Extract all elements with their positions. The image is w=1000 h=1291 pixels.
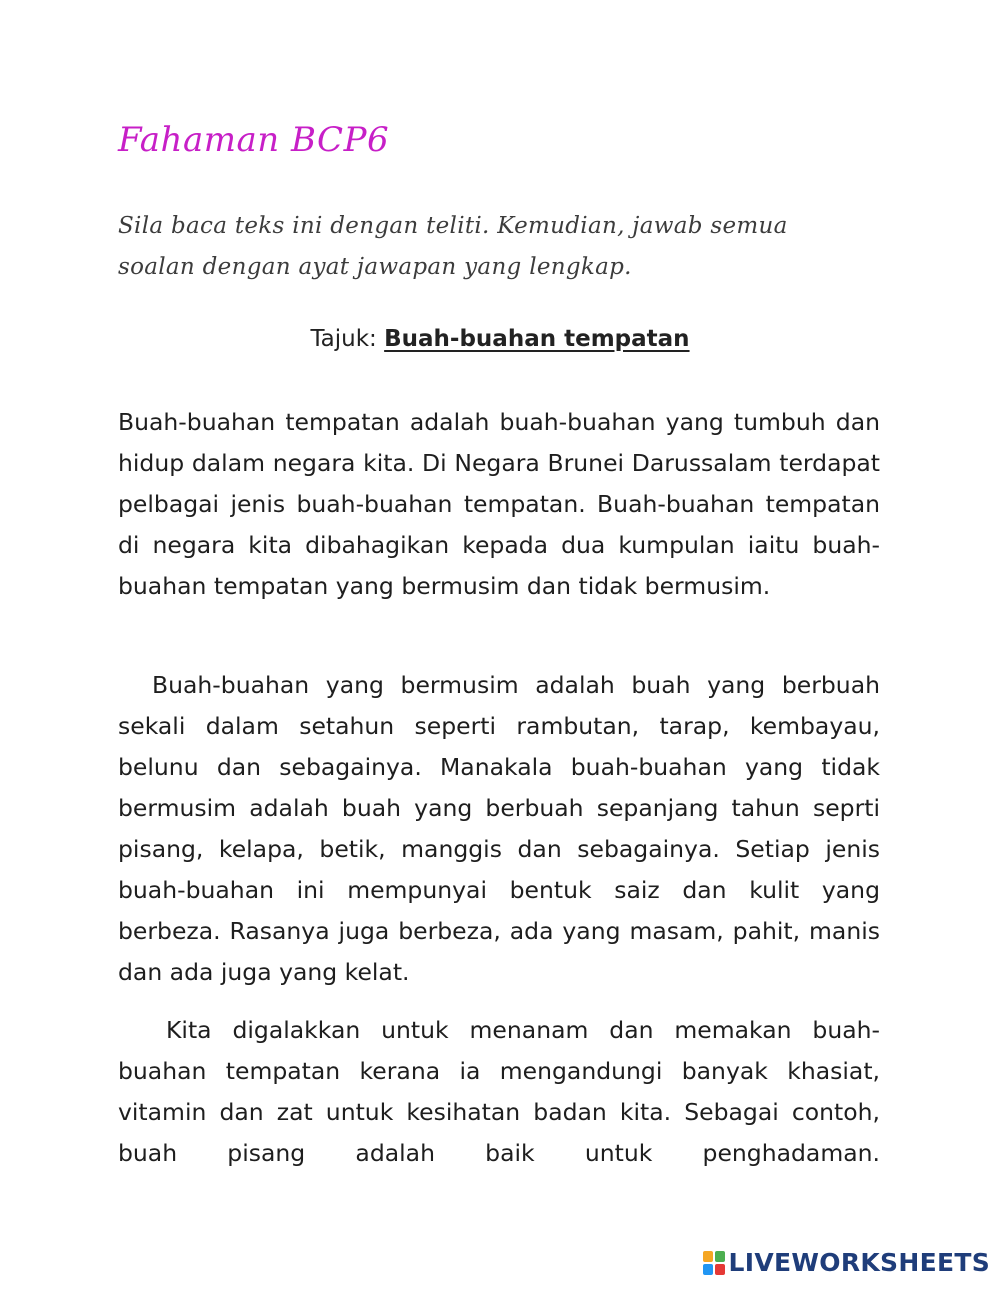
instructions-text: Sila baca teks ini dengan teliti. Kemudian, jawab semua soalan dengan ayat jawapan yang lengkap. — [118, 213, 788, 280]
logo-square-1 — [703, 1251, 713, 1262]
logo-square-3 — [703, 1264, 713, 1275]
paragraph-3: Kita digalakkan untuk menanam dan memakan buah-buahan tempatan kerana ia mengandungi banyak khasiat, vitamin dan zat untuk kesihatan badan kita. Sebagai contoh, buah pisang adalah baik untuk penghadaman. — [118, 1016, 880, 1167]
paragraph-1: Buah-buahan tempatan adalah buah-buahan yang tumbuh dan hidup dalam negara kita. Di Negara Brunei Darussalam terdapat pelbagai jenis buah-buahan tempatan. Buah-buahan tempatan di negara kita dibahagikan kepada dua kumpulan iaitu buah-buahan tempatan yang bermusim dan tidak bermusim. — [118, 408, 880, 600]
topic-label: Tajuk: — [310, 326, 377, 352]
logo-square-2 — [715, 1251, 725, 1262]
worksheet-title: Fahaman BCP6 — [118, 120, 390, 160]
liveworksheets-logo — [703, 1248, 990, 1277]
liveworksheets-logo-icon — [703, 1251, 725, 1275]
logo-square-4 — [715, 1264, 725, 1275]
paragraph-2: Buah-buahan yang bermusim adalah buah yang berbuah sekali dalam setahun seperti rambutan, tarap, kembayau, belunu dan sebagainya. Manakala buah-buahan yang tidak bermusim adalah buah yang berbuah sepanjang tahun seprti pisang, kelapa, betik, manggis dan sebagainya. Setiap jenis buah-buahan ini mempunyai bentuk saiz dan kulit yang berbeza. Rasanya juga berbeza, ada yang masam, pahit, manis dan ada juga yang kelat. — [118, 671, 880, 986]
topic-heading — [0, 326, 1000, 352]
liveworksheets-logo-text: LIVEWORKSHEETS — [728, 1248, 990, 1277]
topic-title: Buah-buahan tempatan — [384, 326, 690, 352]
